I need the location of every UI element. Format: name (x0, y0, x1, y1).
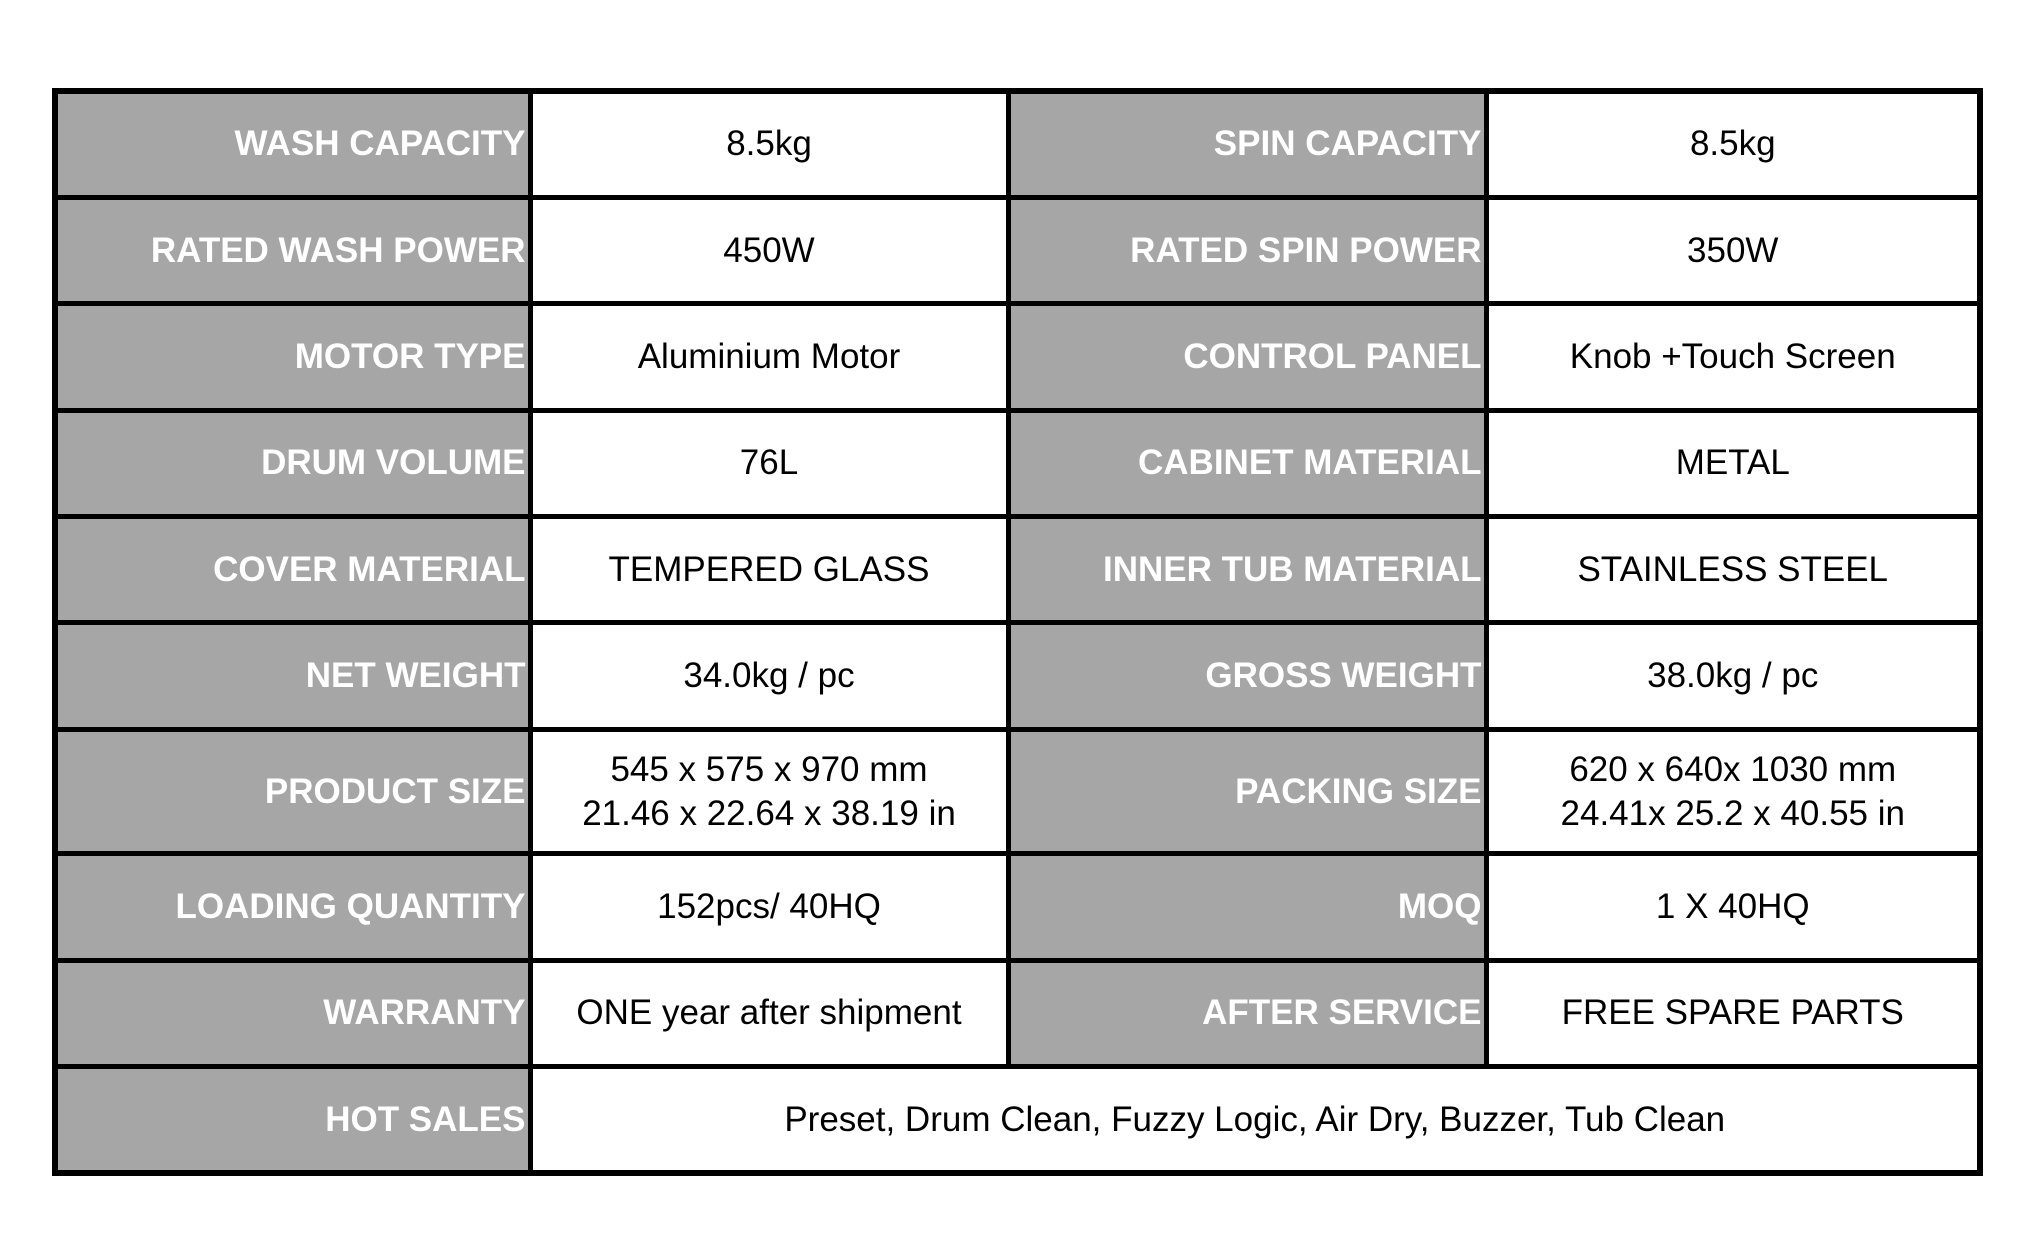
label-packing-size: PACKING SIZE (1008, 729, 1486, 853)
value-hot-sales: Preset, Drum Clean, Fuzzy Logic, Air Dry, Buzzer, Tub Clean (530, 1067, 1980, 1173)
value-product-size (530, 729, 1008, 853)
label-rated-wash-power: RATED WASH POWER (55, 197, 530, 303)
value-loading-quantity: 152pcs/ 40HQ (530, 854, 1008, 960)
product-size-mm: 545 x 575 x 970 mm (610, 749, 928, 789)
label-rated-spin-power: RATED SPIN POWER (1008, 197, 1486, 303)
label-drum-volume: DRUM VOLUME (55, 410, 530, 516)
table-row (55, 410, 1980, 516)
packing-size-mm: 620 x 640x 1030 mm (1569, 749, 1897, 789)
label-cabinet-material: CABINET MATERIAL (1008, 410, 1486, 516)
label-moq: MOQ (1008, 854, 1486, 960)
table-row (55, 854, 1980, 960)
table-row (55, 623, 1980, 729)
product-size-in: 21.46 x 22.64 x 38.19 in (582, 793, 956, 833)
table-row (55, 729, 1980, 853)
table-row (55, 960, 1980, 1066)
value-wash-capacity: 8.5kg (530, 91, 1008, 197)
label-control-panel: CONTROL PANEL (1008, 304, 1486, 410)
label-loading-quantity: LOADING QUANTITY (55, 854, 530, 960)
table-row (55, 1067, 1980, 1173)
value-after-service: FREE SPARE PARTS (1486, 960, 1980, 1066)
value-spin-capacity: 8.5kg (1486, 91, 1980, 197)
table-row (55, 517, 1980, 623)
value-rated-spin-power: 350W (1486, 197, 1980, 303)
value-gross-weight: 38.0kg / pc (1486, 623, 1980, 729)
table-row (55, 304, 1980, 410)
packing-size-in: 24.41x 25.2 x 40.55 in (1560, 793, 1905, 833)
value-control-panel: Knob +Touch Screen (1486, 304, 1980, 410)
label-spin-capacity: SPIN CAPACITY (1008, 91, 1486, 197)
label-warranty: WARRANTY (55, 960, 530, 1066)
label-motor-type: MOTOR TYPE (55, 304, 530, 410)
label-wash-capacity: WASH CAPACITY (55, 91, 530, 197)
value-cover-material: TEMPERED GLASS (530, 517, 1008, 623)
spec-table (52, 88, 1983, 1176)
value-rated-wash-power: 450W (530, 197, 1008, 303)
label-net-weight: NET WEIGHT (55, 623, 530, 729)
label-product-size: PRODUCT SIZE (55, 729, 530, 853)
value-cabinet-material: METAL (1486, 410, 1980, 516)
table-row (55, 197, 1980, 303)
label-cover-material: COVER MATERIAL (55, 517, 530, 623)
value-moq: 1 X 40HQ (1486, 854, 1980, 960)
value-inner-tub-material: STAINLESS STEEL (1486, 517, 1980, 623)
value-drum-volume: 76L (530, 410, 1008, 516)
label-after-service: AFTER SERVICE (1008, 960, 1486, 1066)
value-net-weight: 34.0kg / pc (530, 623, 1008, 729)
label-gross-weight: GROSS WEIGHT (1008, 623, 1486, 729)
table-row (55, 91, 1980, 197)
label-hot-sales: HOT SALES (55, 1067, 530, 1173)
label-inner-tub-material: INNER TUB MATERIAL (1008, 517, 1486, 623)
value-packing-size (1486, 729, 1980, 853)
value-motor-type: Aluminium Motor (530, 304, 1008, 410)
value-warranty: ONE year after shipment (530, 960, 1008, 1066)
